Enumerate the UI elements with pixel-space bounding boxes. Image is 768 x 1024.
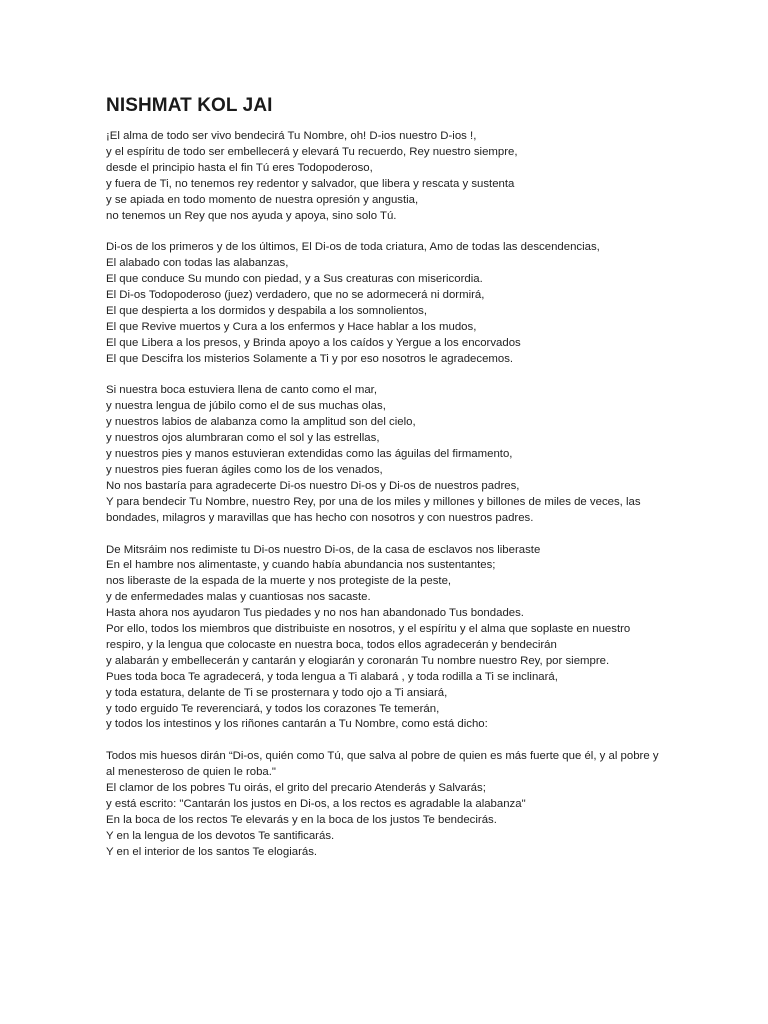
text-line: y fuera de Ti, no tenemos rey redentor y salvador, que libera y rescata y sustenta [106, 177, 515, 190]
text-line: El que Libera a los presos, y Brinda apoyo a los caídos y Yergue a los encorvados [106, 336, 521, 349]
text-line: El Di-os Todopoderoso (juez) verdadero, que no se adormecerá ni dormirá, [106, 289, 485, 302]
stanza [106, 240, 746, 367]
text-line: En la boca de los rectos Te elevarás y en la boca de los justos Te bendecirás. [106, 813, 497, 826]
text-line: Y para bendecir Tu Nombre, nuestro Rey, por una de los miles y millones y billones de miles de veces, las [106, 495, 641, 508]
stanza [106, 129, 746, 224]
text-line: Y en el interior de los santos Te elogiarás. [106, 845, 318, 858]
text-line: y alabarán y embellecerán y cantarán y elogiarán y coronarán Tu nombre nuestro Rey, por siempre. [106, 654, 610, 667]
prayer-text [106, 129, 746, 877]
text-line: En el hambre nos alimentaste, y cuando había abundancia nos sustentantes; [106, 559, 496, 572]
text-line: nos liberaste de la espada de la muerte y nos protegiste de la peste, [106, 575, 452, 588]
text-line: Por ello, todos los miembros que distribuiste en nosotros, y el espíritu y el alma que soplaste en nuestro [106, 623, 631, 636]
text-line: y nuestros pies y manos estuvieran extendidas como las águilas del firmamento, [106, 448, 513, 461]
text-line: y nuestra lengua de júbilo como el de sus muchas olas, [106, 400, 386, 413]
text-line: Hasta ahora nos ayudaron Tus piedades y no nos han abandonado Tus bondades. [106, 607, 524, 620]
text-line: y nuestros pies fueran ágiles como los de los venados, [106, 464, 383, 476]
text-line: y está escrito: "Cantarán los justos en Di-os, a los rectos es agradable la alabanza" [106, 798, 526, 810]
text-line: El que Revive muertos y Cura a los enfermos y Hace hablar a los mudos, [106, 320, 477, 333]
text-line: Pues toda boca Te agradecerá, y toda lengua a Ti alabará , y toda rodilla a Ti se inclinará, [106, 670, 558, 683]
text-line: y de enfermedades malas y cuantiosas nos sacaste. [106, 591, 371, 604]
text-line: bondades, milagros y maravillas que has hecho con nosotros y con nuestros padres. [106, 511, 534, 524]
text-line: El que conduce Su mundo con piedad, y a Sus creaturas con misericordia. [106, 273, 483, 286]
stanza [106, 543, 746, 734]
text-line: El que Descifra los misterios Solamente a Ti y por eso nosotros le agradecemos. [106, 352, 514, 365]
stanza [106, 749, 746, 860]
text-line: no tenemos un Rey que nos ayuda y apoya, sino solo Tú. [106, 209, 397, 222]
stanza [106, 383, 746, 526]
text-line: y el espíritu de todo ser embellecerá y elevará Tu recuerdo, Rey nuestro siempre, [106, 145, 518, 158]
text-line: y todo erguido Te reverenciará, y todos los corazones Te temerán, [106, 702, 440, 715]
document-title: NISHMAT KOL JAI [106, 95, 273, 116]
text-line: Di-os de los primeros y de los últimos, El Di-os de toda criatura, Amo de todas las descendencias, [106, 241, 600, 254]
text-line: No nos bastaría para agradecerte Di-os nuestro Di-os y Di-os de nuestros padres, [106, 479, 520, 492]
text-line: y nuestros labios de alabanza como la amplitud son del cielo, [106, 416, 416, 429]
text-line: al menesteroso de quien le roba." [106, 766, 276, 779]
text-line: ¡El alma de todo ser vivo bendecirá Tu Nombre, oh! D-ios nuestro D-ios !, [106, 130, 477, 142]
text-line: y nuestros ojos alumbraran como el sol y las estrellas, [106, 432, 380, 445]
text-line: y todos los intestinos y los riñones cantarán a Tu Nombre, como está dicho: [106, 718, 488, 731]
text-line: El alabado con todas las alabanzas, [106, 257, 289, 270]
text-line: Si nuestra boca estuviera llena de canto como el mar, [106, 384, 377, 397]
text-line: El que despierta a los dormidos y despabila a los somnolientos, [106, 304, 428, 317]
text-line: desde el principio hasta el fin Tú eres Todopoderoso, [106, 161, 373, 174]
text-line: y toda estatura, delante de Ti se prosternara y todo ojo a Ti ansiará, [106, 686, 448, 699]
text-line: y se apiada en todo momento de nuestra opresión y angustia, [106, 193, 419, 206]
text-line: El clamor de los pobres Tu oirás, el grito del precario Atenderás y Salvarás; [106, 782, 486, 795]
text-line: respiro, y la lengua que colocaste en nuestra boca, todos ellos agradecerán y bendecirán [106, 638, 557, 651]
text-line: Todos mis huesos dirán “Di-os, quién como Tú, que salva al pobre de quien es más fuerte que él, y al pobre y [106, 750, 659, 763]
text-line: De Mitsráim nos redimiste tu Di-os nuestro Di-os, de la casa de esclavos nos liberaste [106, 543, 541, 556]
text-line: Y en la lengua de los devotos Te santificarás. [106, 829, 335, 842]
